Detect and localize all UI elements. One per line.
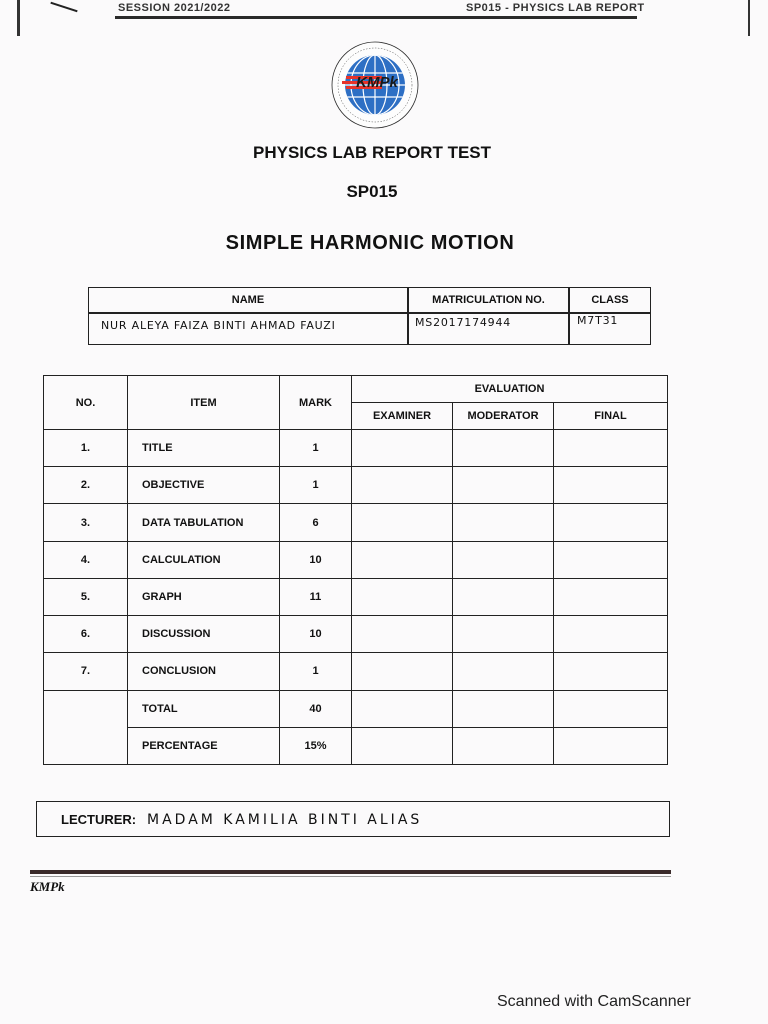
row-item: DISCUSSION (128, 616, 280, 653)
item-header: ITEM (128, 376, 280, 430)
row-no: 5. (44, 578, 128, 615)
examiner-cell (352, 727, 453, 764)
lecturer-box (36, 801, 670, 837)
percentage-mark: 15% (280, 727, 352, 764)
final-cell (554, 541, 668, 578)
experiment-title: SIMPLE HARMONIC MOTION (225, 232, 515, 254)
final-cell (554, 467, 668, 504)
final-cell (554, 690, 668, 727)
percentage-row (44, 727, 668, 764)
row-no: 6. (44, 616, 128, 653)
row-no: 7. (44, 653, 128, 690)
moderator-cell (453, 653, 554, 690)
table-row (44, 541, 668, 578)
test-title: PHYSICS LAB REPORT TEST (252, 143, 492, 162)
moderator-cell (453, 504, 554, 541)
student-name: NUR ALEYA FAIZA BINTI AHMAD FAUZI (101, 319, 336, 332)
row-item: CALCULATION (128, 541, 280, 578)
evaluation-header: EVALUATION (352, 376, 668, 403)
examiner-cell (352, 504, 453, 541)
total-mark: 40 (280, 690, 352, 727)
row-no: 3. (44, 504, 128, 541)
no-header: NO. (44, 376, 128, 430)
pen-mark (50, 2, 77, 13)
row-mark: 1 (280, 430, 352, 467)
footer-brand: KMPk (30, 879, 65, 894)
final-header: FINAL (554, 403, 668, 430)
row-item: DATA TABULATION (128, 504, 280, 541)
header-course: SP015 - PHYSICS LAB REPORT (466, 2, 645, 14)
row-item: CONCLUSION (128, 653, 280, 690)
moderator-header: MODERATOR (453, 403, 554, 430)
final-cell (554, 653, 668, 690)
table-row (44, 504, 668, 541)
moderator-cell (453, 430, 554, 467)
moderator-cell (453, 541, 554, 578)
total-label: TOTAL (128, 690, 280, 727)
row-mark: 10 (280, 541, 352, 578)
examiner-cell (352, 653, 453, 690)
table-row (44, 616, 668, 653)
examiner-cell (352, 430, 453, 467)
final-cell (554, 727, 668, 764)
globe-logo-icon (330, 40, 420, 130)
page-edge-shadow (17, 0, 20, 36)
footer-rule (30, 870, 671, 874)
empty-no-cell (44, 690, 128, 764)
row-mark: 6 (280, 504, 352, 541)
student-class: M7T31 (577, 314, 619, 327)
examiner-cell (352, 541, 453, 578)
row-mark: 1 (280, 467, 352, 504)
moderator-cell (453, 727, 554, 764)
row-no: 1. (44, 430, 128, 467)
student-matric: MS2017174944 (415, 316, 512, 329)
row-mark: 10 (280, 616, 352, 653)
name-header: NAME (231, 294, 265, 306)
examiner-header: EXAMINER (352, 403, 453, 430)
lecturer-label: LECTURER: (61, 812, 137, 827)
table-row (44, 653, 668, 690)
moderator-cell (453, 616, 554, 653)
row-item: OBJECTIVE (128, 467, 280, 504)
row-mark: 11 (280, 578, 352, 615)
percentage-label: PERCENTAGE (128, 727, 280, 764)
row-item: TITLE (128, 430, 280, 467)
header-session: SESSION 2021/2022 (118, 2, 231, 14)
examiner-cell (352, 467, 453, 504)
matric-header: MATRICULATION NO. (432, 294, 545, 306)
final-cell (554, 504, 668, 541)
kmpk-logo (330, 40, 420, 130)
final-cell (554, 578, 668, 615)
row-no: 2. (44, 467, 128, 504)
moderator-cell (453, 467, 554, 504)
moderator-cell (453, 578, 554, 615)
logo-brand-text: KMPk (356, 74, 398, 91)
table-row (44, 467, 668, 504)
row-mark: 1 (280, 653, 352, 690)
table-row (44, 430, 668, 467)
course-code: SP015 (346, 182, 398, 201)
scanner-watermark: Scanned with CamScanner (497, 993, 691, 1010)
row-item: GRAPH (128, 578, 280, 615)
moderator-cell (453, 690, 554, 727)
student-info-table (88, 287, 651, 345)
class-header: CLASS (591, 294, 629, 306)
final-cell (554, 616, 668, 653)
row-no: 4. (44, 541, 128, 578)
lecturer-name: MADAM KAMILIA BINTI ALIAS (147, 812, 423, 828)
footer-rule-thin (30, 876, 671, 877)
page-edge-shadow (748, 0, 750, 36)
table-row (44, 578, 668, 615)
evaluation-table (43, 375, 667, 765)
mark-header: MARK (280, 376, 352, 430)
examiner-cell (352, 690, 453, 727)
total-row (44, 690, 668, 727)
header-rule (115, 16, 637, 19)
examiner-cell (352, 616, 453, 653)
examiner-cell (352, 578, 453, 615)
final-cell (554, 430, 668, 467)
row-divider (89, 312, 650, 314)
